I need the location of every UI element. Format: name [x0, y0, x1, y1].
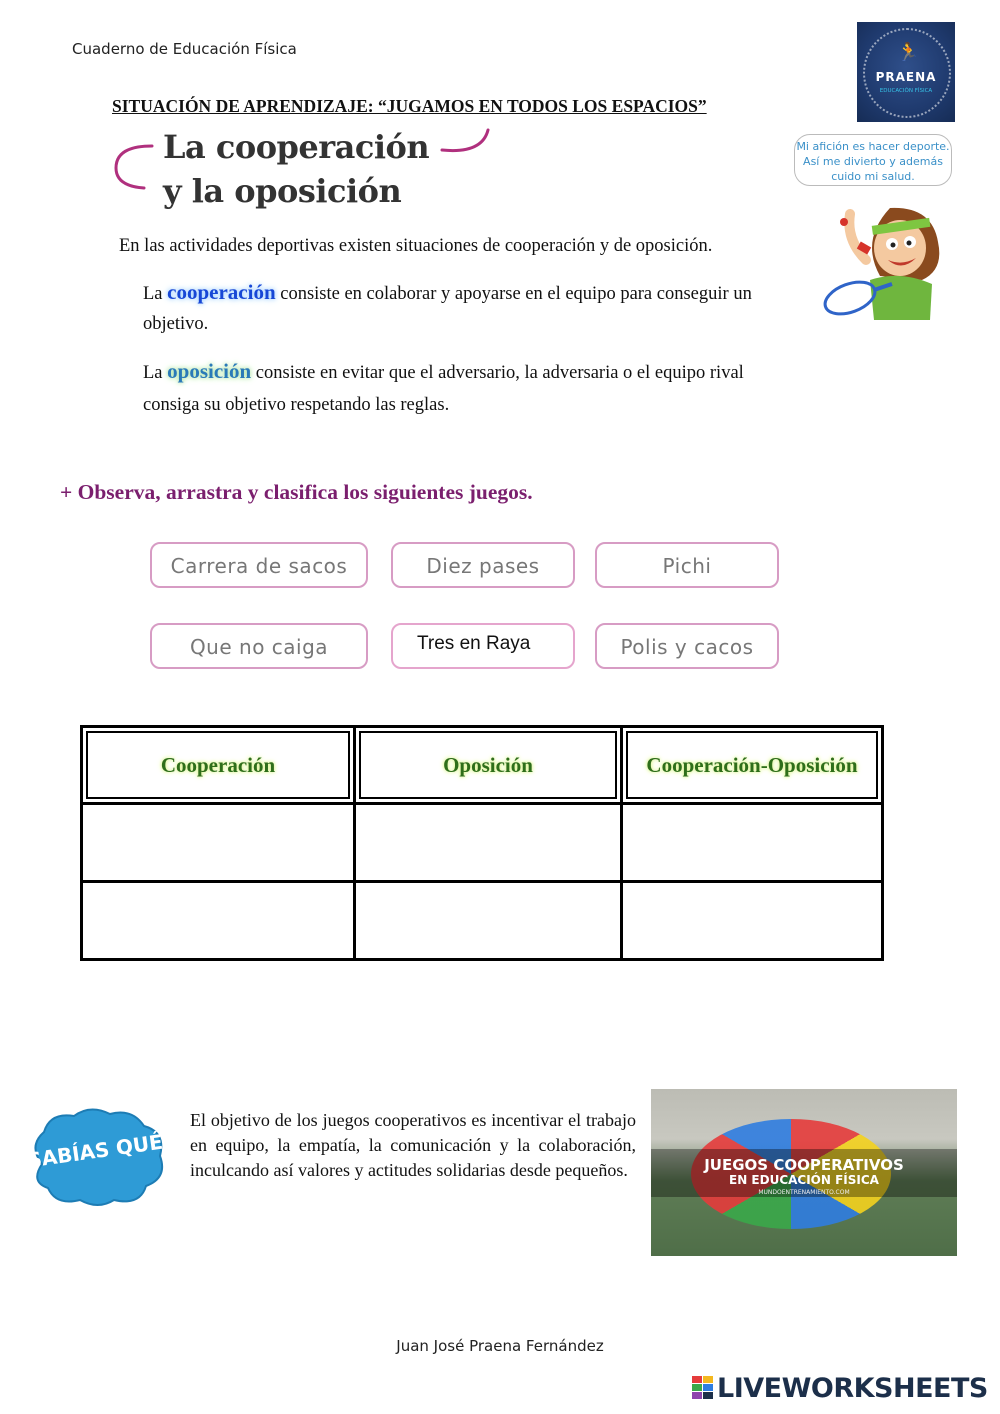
praena-logo: [857, 22, 955, 122]
drop-zone-oposicion[interactable]: [355, 882, 622, 960]
drop-zone-cooperacion[interactable]: [82, 882, 355, 960]
definition-prefix: La: [143, 363, 163, 383]
definition-body: consiste en evitar que el adversario, la adversaria o el equipo rival: [255, 363, 744, 383]
term-cooperation: cooperación: [167, 280, 276, 304]
author-footer: Juan José Praena Fernández: [396, 1337, 604, 1355]
left-bracket: [116, 146, 152, 188]
photo-subtitle: EN EDUCACIÓN FÍSICA: [729, 1173, 879, 1187]
table-row: [82, 882, 883, 960]
intro-text: En las actividades deportivas existen situaciones de cooperación y de oposición.: [119, 236, 713, 256]
topic-heading-line1: La cooperación: [163, 128, 430, 166]
game-card-carrera-de-sacos[interactable]: Carrera de sacos: [150, 542, 368, 588]
header-cooperacion-oposicion: Cooperación-Oposición: [626, 731, 878, 799]
bubble-line: Mi afición es hacer deporte.: [796, 140, 950, 153]
definition-opposition: [143, 359, 744, 384]
logo-subtitle: EDUCACIÓN FÍSICA: [879, 88, 933, 94]
header-cooperacion: Cooperación: [86, 731, 350, 799]
badge-text: ¿SABÍAS QUÉ?: [14, 1128, 176, 1175]
drop-zone-cooperacion[interactable]: [82, 804, 355, 882]
photo-title: JUEGOS COOPERATIVOS: [704, 1156, 904, 1174]
liveworksheets-logo-icon: [692, 1376, 714, 1400]
instruction: + Observa, arrastra y clasifica los siguientes juegos.: [60, 480, 533, 504]
drop-zone-cooperacion-oposicion[interactable]: [622, 882, 883, 960]
drop-zone-cooperacion-oposicion[interactable]: [622, 804, 883, 882]
bubble-line: cuido mi salud.: [831, 170, 915, 183]
header-oposicion: Oposición: [359, 731, 617, 799]
tennis-player-illustration: [820, 200, 950, 320]
cooperative-games-photo: [651, 1089, 957, 1256]
definition-opposition-cont: consiga su objetivo respetando las reglas.: [143, 395, 450, 415]
definition-prefix: La: [143, 284, 163, 304]
header-cell: [82, 727, 355, 804]
classification-table: [80, 725, 884, 961]
speech-bubble: [794, 134, 952, 186]
brand-name: LIVEWORKSHEETS: [717, 1373, 988, 1404]
table-row: [82, 804, 883, 882]
term-opposition: oposición: [167, 359, 252, 383]
table-header-row: [82, 727, 883, 804]
header-cell: [355, 727, 622, 804]
bubble-line: Así me divierto y además: [803, 155, 943, 168]
definition-cooperation-cont: objetivo.: [143, 314, 209, 334]
right-bracket: [442, 130, 488, 151]
game-card-tres-en-raya[interactable]: Tres en Raya: [391, 623, 575, 669]
did-you-know-text: El objetivo de los juegos cooperativos es incentivar el trabajo en equipo, la empatía, la comunicación y la colaboración, inculcando así valores y actitudes solidarias desde pequeños.: [190, 1110, 636, 1180]
liveworksheets-brand: [692, 1373, 988, 1404]
situation-title: SITUACIÓN DE APRENDIZAJE: “JUGAMOS EN TODOS LOS ESPACIOS”: [112, 96, 707, 116]
definition-body: consiste en colaborar y apoyarse en el equipo para conseguir un: [280, 284, 752, 304]
drop-zone-oposicion[interactable]: [355, 804, 622, 882]
header-cell: [622, 727, 883, 804]
game-card-pichi[interactable]: Pichi: [595, 542, 779, 588]
definition-cooperation: [143, 280, 752, 305]
topic-heading-line2: y la oposición: [163, 172, 402, 210]
game-card-polis-y-cacos[interactable]: Polis y cacos: [595, 623, 779, 669]
notebook-title: Cuaderno de Educación Física: [72, 40, 297, 58]
runner-icon: 🏃: [897, 42, 920, 63]
game-card-que-no-caiga[interactable]: Que no caiga: [150, 623, 368, 669]
sabias-que-badge: [14, 1106, 176, 1210]
logo-name: PRAENA: [875, 70, 937, 84]
game-card-diez-pases[interactable]: Diez pases: [391, 542, 575, 588]
photo-site: MUNDOENTRENAMIENTO.COM: [758, 1189, 850, 1196]
